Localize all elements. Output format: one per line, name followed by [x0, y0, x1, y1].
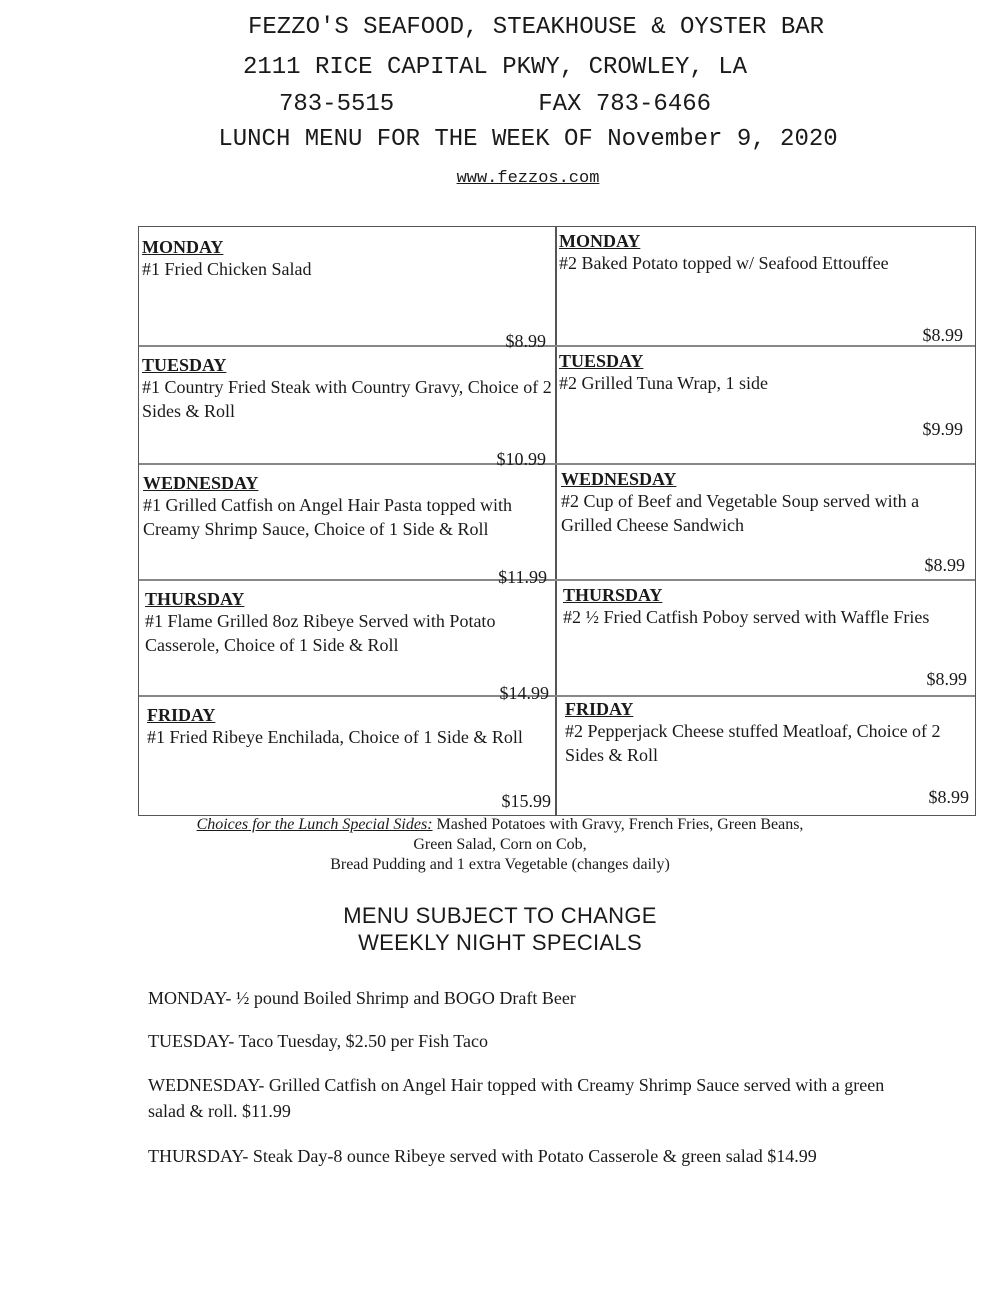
item-price: $8.99 [928, 787, 969, 807]
menu-change-notice: MENU SUBJECT TO CHANGE [343, 903, 657, 928]
day-label: FRIDAY [565, 699, 634, 719]
sides-line-1: Choices for the Lunch Special Sides: Mashed Potatoes with Gravy, French Fries, Green Beans, [196, 816, 804, 833]
menu-cell-tuesday-1 [142, 355, 552, 471]
item-price: $10.99 [496, 449, 546, 469]
item-description: #1 Country Fried Steak with Country Gravy, Choice of 2 Sides & Roll [142, 377, 552, 421]
item-price: $14.99 [499, 683, 549, 703]
night-special-wednesday: WEDNESDAY- Grilled Catfish on Angel Hair topped with Creamy Shrimp Sauce served with a green salad & roll. $11.99 [148, 1075, 885, 1121]
night-special-tuesday: TUESDAY- Taco Tuesday, $2.50 per Fish Taco [148, 1031, 488, 1051]
day-label: THURSDAY [145, 589, 245, 609]
day-label: WEDNESDAY [143, 473, 259, 493]
item-description: #2 ½ Fried Catfish Poboy served with Waffle Fries [563, 607, 930, 627]
day-label: TUESDAY [142, 355, 227, 375]
item-price: $8.99 [922, 325, 963, 345]
day-label: TUESDAY [559, 351, 644, 371]
menu-cell-monday-1 [142, 237, 552, 353]
lunch-menu-table [138, 226, 976, 816]
menu-cell-friday-1 [147, 705, 557, 813]
website-link[interactable]: www.fezzos.com [456, 169, 600, 188]
night-specials-title: WEEKLY NIGHT SPECIALS [358, 930, 642, 955]
item-price: $8.99 [505, 331, 546, 351]
item-description: #2 Pepperjack Cheese stuffed Meatloaf, Choice of 2 Sides & Roll [565, 721, 941, 765]
item-description: #2 Cup of Beef and Vegetable Soup served with a Grilled Cheese Sandwich [561, 491, 920, 535]
menu-cell-thursday-2 [563, 585, 973, 691]
day-label: MONDAY [142, 237, 224, 257]
menu-cell-wednesday-1 [143, 473, 553, 589]
contact-line [0, 93, 995, 117]
item-description: #1 Grilled Catfish on Angel Hair Pasta topped with Creamy Shrimp Sauce, Choice of 1 Side & Roll [143, 495, 512, 539]
night-special-thursday: THURSDAY- Steak Day-8 ounce Ribeye served with Potato Casserole & green salad $14.99 [148, 1146, 817, 1166]
day-label: MONDAY [559, 231, 641, 251]
menu-cell-monday-2 [559, 231, 969, 347]
menu-cell-thursday-1 [145, 589, 555, 705]
menu-cell-wednesday-2 [561, 469, 971, 577]
day-label: FRIDAY [147, 705, 216, 725]
item-description: #1 Fried Ribeye Enchilada, Choice of 1 Side & Roll [147, 727, 523, 747]
menu-cell-friday-2 [565, 699, 975, 809]
night-special-monday: MONDAY- ½ pound Boiled Shrimp and BOGO Draft Beer [148, 988, 576, 1008]
sides-line-3: Bread Pudding and 1 extra Vegetable (changes daily) [330, 856, 670, 873]
item-price: $8.99 [924, 555, 965, 575]
item-description: #1 Flame Grilled 8oz Ribeye Served with Potato Casserole, Choice of 1 Side & Roll [145, 611, 496, 655]
sides-label: Choices for the Lunch Special Sides: [196, 816, 433, 833]
item-price: $8.99 [926, 669, 967, 689]
day-label: THURSDAY [563, 585, 663, 605]
item-price: $9.99 [922, 419, 963, 439]
item-price: $15.99 [501, 791, 551, 811]
item-price: $11.99 [498, 567, 547, 587]
week-title: LUNCH MENU FOR THE WEEK OF November 9, 2020 [218, 126, 838, 153]
item-description: #1 Fried Chicken Salad [142, 259, 312, 279]
fax-number: FAX 783-6466 [538, 91, 712, 118]
day-label: WEDNESDAY [561, 469, 677, 489]
restaurant-address: 2111 RICE CAPITAL PKWY, CROWLEY, LA [242, 54, 748, 81]
phone-number: 783-5515 [278, 91, 395, 118]
item-description: #2 Baked Potato topped w/ Seafood Ettouffee [559, 253, 889, 273]
sides-line-2: Green Salad, Corn on Cob, [413, 836, 587, 853]
restaurant-name: FEZZO'S SEAFOOD, STEAKHOUSE & OYSTER BAR [247, 14, 825, 41]
menu-cell-tuesday-2 [559, 351, 969, 441]
item-description: #2 Grilled Tuna Wrap, 1 side [559, 373, 768, 393]
